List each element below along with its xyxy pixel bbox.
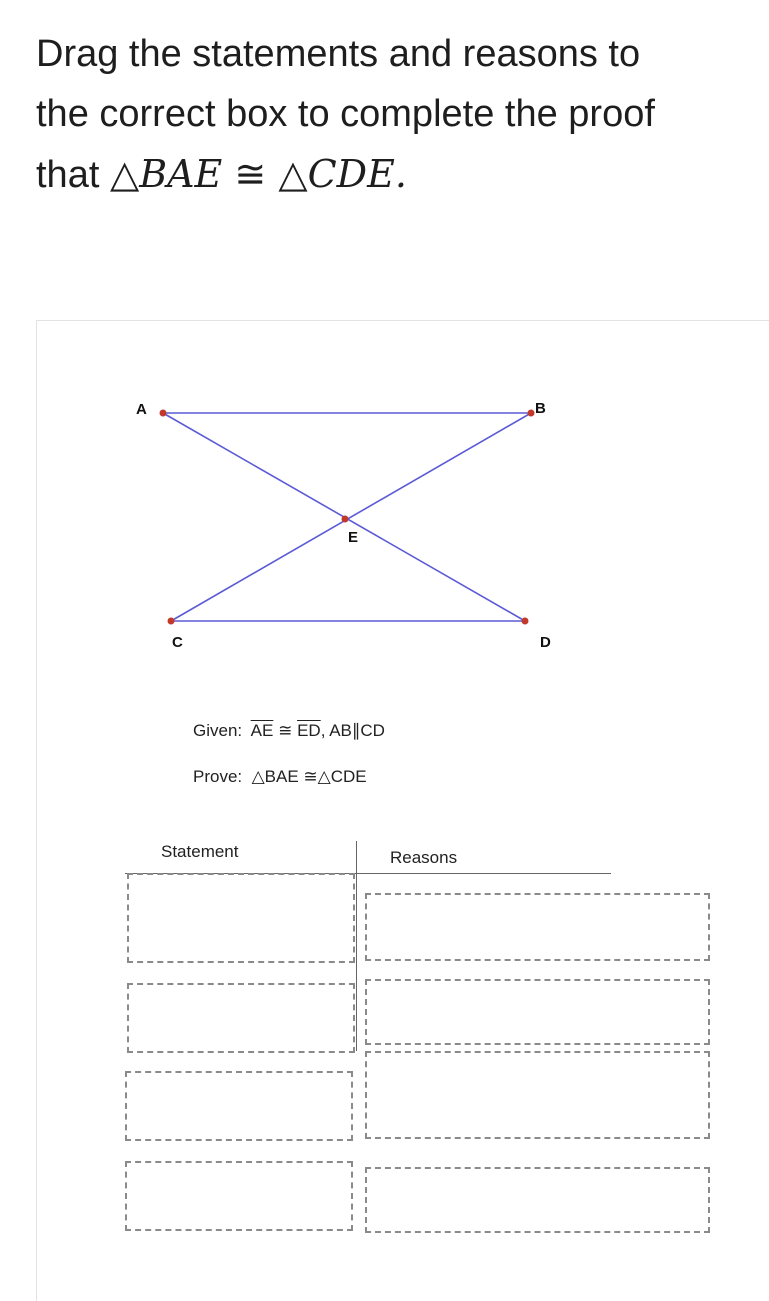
statement-drop-zone-2[interactable] — [127, 983, 355, 1053]
statement-drop-zone-4[interactable] — [125, 1161, 353, 1231]
point-a — [160, 410, 167, 417]
label-a: A — [136, 401, 147, 418]
table-column-divider — [356, 841, 357, 1051]
congruent-symbol: ≅ — [234, 152, 267, 196]
given-statement — [193, 721, 385, 741]
statement-header: Statement — [161, 842, 239, 861]
point-b — [528, 410, 535, 417]
prompt-period: . — [394, 152, 407, 196]
prompt-line-2: the correct box to complete the proof — [36, 93, 655, 135]
segment-bc — [171, 413, 531, 621]
prove-text: △BAE ≅△CDE — [251, 767, 367, 786]
prompt-math — [110, 152, 407, 196]
reason-drop-zone-1[interactable] — [365, 893, 710, 961]
reason-drop-zone-3[interactable] — [365, 1051, 710, 1139]
triangle-name-2: CDE — [307, 152, 395, 196]
given-congruent-symbol: ≅ — [278, 721, 293, 740]
triangle-symbol: △ — [109, 152, 140, 196]
label-d: D — [540, 634, 551, 651]
reasons-header: Reasons — [390, 848, 458, 867]
figure-points — [160, 410, 535, 625]
reason-drop-zone-4[interactable] — [365, 1167, 710, 1233]
prompt-line-1: Drag the statements and reasons to — [36, 33, 641, 75]
given-parallel: , AB∥CD — [320, 721, 385, 740]
given-label: Given: — [193, 721, 243, 740]
label-e: E — [348, 529, 359, 546]
triangle-name-1: BAE — [139, 152, 223, 196]
question-prompt — [36, 24, 756, 205]
statement-drop-zone-1[interactable] — [127, 873, 355, 963]
label-b: B — [535, 400, 546, 417]
geometry-figure — [37, 321, 769, 721]
point-e — [342, 516, 349, 523]
given-segment-2: $\overline{ED}$ — [297, 721, 321, 740]
prove-statement — [193, 767, 367, 787]
prompt-line-3 — [36, 144, 756, 205]
proof-card — [36, 320, 769, 1301]
label-c: C — [172, 634, 183, 651]
point-d — [522, 618, 529, 625]
statement-drop-zone-3[interactable] — [125, 1071, 353, 1141]
reason-drop-zone-2[interactable] — [365, 979, 710, 1045]
prove-label: Prove: — [193, 767, 243, 786]
point-c — [168, 618, 175, 625]
prompt-line-3-prefix: that — [36, 154, 110, 196]
given-segment-1: $\overline{AE}$ — [250, 721, 274, 740]
triangle-symbol: △ — [278, 152, 308, 196]
